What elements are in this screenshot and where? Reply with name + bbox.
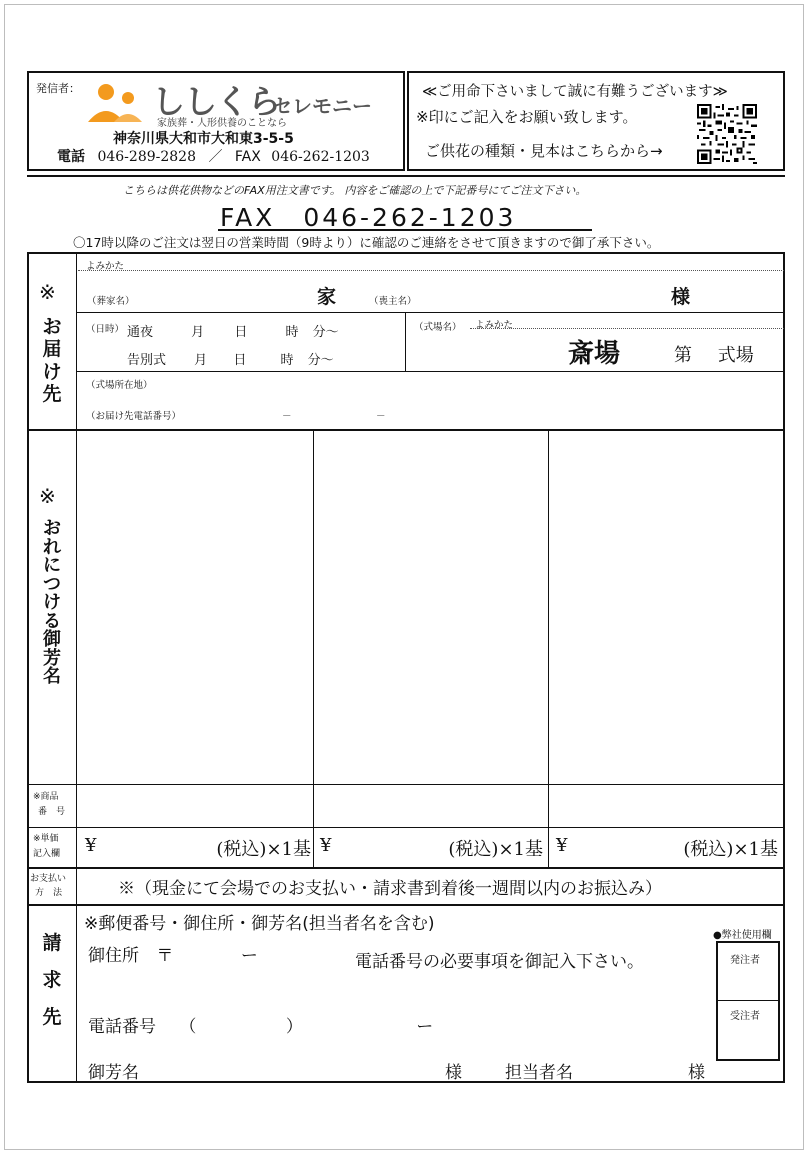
price-field-3[interactable] xyxy=(556,835,778,860)
intro-line2: 〇17時以降のご注文は翌日の営業時間（9時より）に確認のご連絡をさせて頂きますので御了承下さい。 xyxy=(73,235,660,250)
payment-row-bottom xyxy=(27,904,785,906)
billing-person-sama: 様 xyxy=(688,1063,705,1083)
hall-room: 式場 xyxy=(717,345,754,366)
office-use-divider xyxy=(716,1000,780,1001)
chief-mourner-suffix: 様 xyxy=(671,286,691,308)
date-row-bottom xyxy=(76,371,785,372)
payment-label xyxy=(30,873,66,900)
left-label-column-divider xyxy=(76,252,77,1083)
sender-address: 神奈川県大和市大和東3-5-5 xyxy=(113,131,294,147)
funeral-hour: 時 xyxy=(280,353,294,368)
intro-line1: こちらは供花供物などのFAX用注文書です。 内容をご確認の上で下記番号にてご注文下さい。 xyxy=(123,184,587,197)
thanks-text: ≪ご用命下さいまして誠に有難うございます≫ xyxy=(422,84,728,100)
wake-minute: 分～ xyxy=(312,325,339,340)
names-col-divider-2 xyxy=(548,429,549,867)
postal-mark: 〒 xyxy=(156,946,174,966)
phone-number: 046-289-2828 xyxy=(97,149,196,165)
header-bottom-rule xyxy=(27,175,785,177)
fax-number: 046-262-1203 xyxy=(271,149,370,165)
price-row-bottom xyxy=(27,867,785,869)
office-use-label: ●弊社使用欄 xyxy=(713,930,772,941)
billing-phone-row[interactable] xyxy=(88,1012,433,1037)
wake-day: 日 xyxy=(234,325,248,340)
hall-location-field[interactable] xyxy=(180,376,780,398)
orderer-label: 発注者 xyxy=(730,955,760,966)
chief-mourner-field[interactable] xyxy=(430,282,660,306)
qr-code-icon[interactable] xyxy=(697,104,757,164)
payment-method-text: ※（現金にて会場でのお支払い・請求書到着後一週間以内のお振込み） xyxy=(118,879,662,899)
wake-hour: 時 xyxy=(285,325,299,340)
names-col-divider-1 xyxy=(313,429,314,867)
date-label: （日時） xyxy=(86,324,125,335)
samples-note: ご供花の種類・見本はこちらから→ xyxy=(425,142,663,160)
delivery-phone-label: （お届け先電話番号） xyxy=(86,411,182,422)
hall-location-label: （式場所在地） xyxy=(86,380,153,391)
delivery-phone-field[interactable] xyxy=(200,404,460,424)
delivery-section-bottom xyxy=(27,429,785,431)
price-label-line1: ※単価 xyxy=(33,834,59,844)
price-label-line2: 記入欄 xyxy=(33,849,61,860)
delivery-required-mark: ※ xyxy=(39,280,56,304)
name-field-1[interactable] xyxy=(80,432,310,782)
tax-unit-3: (税込)×1基 xyxy=(683,839,778,860)
delivery-phone-dash2: － xyxy=(376,411,386,422)
price-label xyxy=(33,832,60,863)
billing-phone-note: 電話番号の必要事項を御記入下さい。 xyxy=(355,952,644,972)
names-required-mark: ※ xyxy=(39,484,56,508)
chief-mourner-label: （喪主名） xyxy=(369,296,417,307)
billing-phone-label: 電話番号 xyxy=(88,1017,156,1037)
fax-number-large: FAX 046-262-1203 xyxy=(220,203,517,232)
billing-person-label: 担当者名 xyxy=(505,1063,573,1083)
product-label-line1: ※商品 xyxy=(33,792,59,802)
sender-label: 発信者： xyxy=(36,82,80,95)
hall-label: （式場名） xyxy=(414,322,462,333)
logo-sub-text: セレモニー xyxy=(272,94,372,118)
tax-unit-2: (税込)×1基 xyxy=(448,839,543,860)
family-row-bottom xyxy=(76,312,785,313)
receiver-label: 受注者 xyxy=(730,1011,760,1022)
funeral-label: 告別式 xyxy=(127,353,167,368)
price-field-1[interactable] xyxy=(85,835,311,860)
hall-name-field[interactable] xyxy=(420,334,560,364)
family-name-label: （葬家名） xyxy=(87,296,135,307)
names-section-bottom xyxy=(27,784,785,785)
family-yomikata-label: よみかた xyxy=(86,261,125,272)
product-field-2[interactable] xyxy=(316,788,546,824)
family-name-field[interactable] xyxy=(200,282,310,306)
billing-name-row[interactable] xyxy=(88,1058,718,1083)
postal-dash: ー xyxy=(240,946,258,966)
family-suffix: 家 xyxy=(317,286,337,308)
product-field-3[interactable] xyxy=(551,788,781,824)
hall-dai: 第 xyxy=(674,345,692,366)
billing-title: ※郵便番号・御住所・御芳名(担当者名を含む) xyxy=(84,914,435,934)
sender-contact xyxy=(57,146,370,166)
delivery-side-label: お 届 け 先 xyxy=(42,316,62,406)
payment-label-line1: お支払い xyxy=(30,874,67,884)
tax-unit-1: (税込)×1基 xyxy=(216,839,311,860)
product-label xyxy=(33,790,65,821)
family-yomikata-line xyxy=(78,270,784,271)
billing-side-label: 請 求 先 xyxy=(42,932,62,1029)
mark-note: ※印にご記入をお願い致します。 xyxy=(416,108,638,126)
payment-label-line2: 方 法 xyxy=(35,887,63,898)
yen-mark-1: ¥ xyxy=(85,835,97,856)
phone-label: 電話 xyxy=(57,149,85,165)
billing-paren-close: ） xyxy=(285,1017,303,1037)
name-field-3[interactable] xyxy=(551,432,781,782)
billing-address-label: 御住所 xyxy=(88,946,139,966)
funeral-minute: 分～ xyxy=(307,353,334,368)
hall-yomikata-line xyxy=(470,328,784,329)
date-hall-divider xyxy=(405,312,406,371)
name-field-2[interactable] xyxy=(316,432,546,782)
billing-name-label: 御芳名 xyxy=(88,1063,139,1083)
delivery-phone-dash1: － xyxy=(282,411,292,422)
price-field-2[interactable] xyxy=(320,835,543,860)
logo-icon xyxy=(84,82,148,126)
fax-underline xyxy=(218,229,592,231)
yen-mark-2: ¥ xyxy=(320,835,332,856)
billing-name-sama: 様 xyxy=(445,1063,462,1083)
billing-address-row[interactable] xyxy=(88,941,258,966)
hall-yomikata-label: よみかた xyxy=(475,320,514,331)
logo-tagline: 家族葬・人形供養のことなら xyxy=(157,118,287,129)
hall-suffix: 斎場 xyxy=(568,339,621,369)
logo-main-text: ししくら xyxy=(152,82,280,121)
wake-date-row[interactable] xyxy=(127,321,339,340)
hall-room-row[interactable] xyxy=(674,341,754,367)
funeral-day: 日 xyxy=(233,353,247,368)
funeral-month: 月 xyxy=(194,353,208,368)
product-field-1[interactable] xyxy=(80,788,310,824)
wake-month: 月 xyxy=(191,325,205,340)
contact-separator: ／ xyxy=(208,149,223,165)
product-label-line2: 番 号 xyxy=(38,807,66,818)
billing-paren-open: （ xyxy=(179,1017,197,1037)
billing-phone-dash: ー xyxy=(416,1017,434,1037)
yen-mark-3: ¥ xyxy=(556,835,568,856)
wake-label: 通夜 xyxy=(127,325,154,340)
product-row-bottom xyxy=(27,827,785,828)
funeral-date-row[interactable] xyxy=(127,349,334,368)
fax-label: FAX xyxy=(234,149,261,165)
names-side-label: お れ に つ け る 御 芳 名 xyxy=(43,518,61,688)
